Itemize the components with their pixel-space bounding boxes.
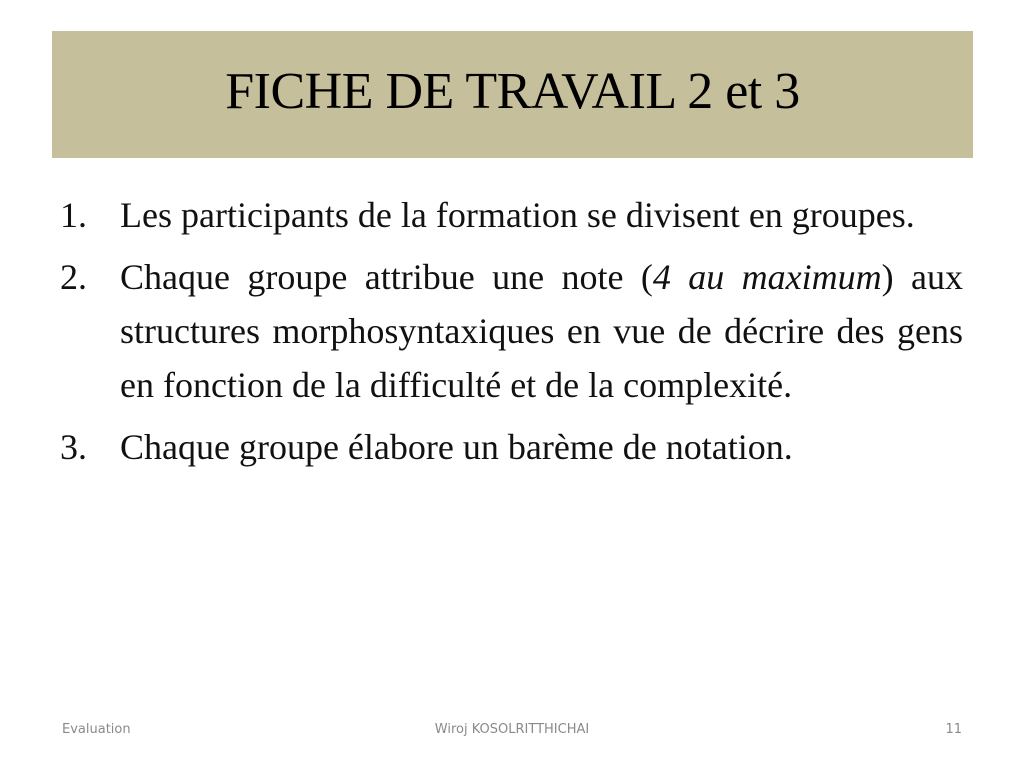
title-bar bbox=[52, 31, 973, 158]
list-item bbox=[60, 420, 963, 474]
numbered-list bbox=[60, 188, 963, 482]
list-item-number: 3. bbox=[60, 427, 87, 467]
list-item bbox=[60, 188, 963, 242]
list-item-italic-text: 4 au maximum bbox=[652, 257, 882, 297]
list-item-text-part: Chaque groupe attribue une note ( bbox=[120, 257, 653, 297]
footer-left-text: Evaluation bbox=[62, 722, 131, 737]
list-item-text: Les participants de la formation se divisent en groupes. bbox=[120, 195, 915, 235]
list-item-text: Chaque groupe élabore un barème de notation. bbox=[120, 427, 793, 467]
list-item bbox=[60, 250, 963, 412]
footer-author: Wiroj KOSOLRITTHICHAI bbox=[434, 722, 590, 737]
list-item-number: 1. bbox=[60, 195, 87, 235]
slide-title: FICHE DE TRAVAIL 2 et 3 bbox=[225, 63, 800, 120]
list-item-number: 2. bbox=[60, 257, 87, 297]
list-item-text bbox=[120, 250, 963, 412]
list-item-text-part: ) aux structures morphosyntaxiques en vue de décrire des gens en fonction de la difficulté et de la complexité. bbox=[120, 257, 963, 405]
page-number: 11 bbox=[945, 722, 962, 737]
